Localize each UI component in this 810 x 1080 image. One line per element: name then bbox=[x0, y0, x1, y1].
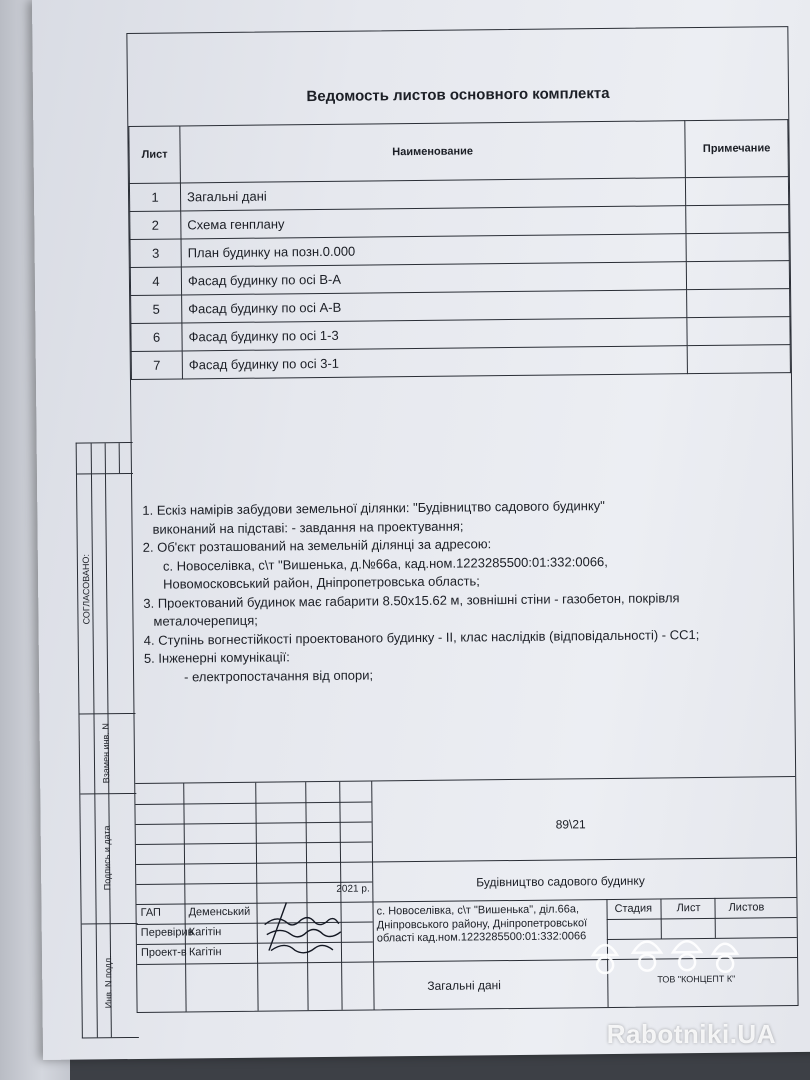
strip-divider bbox=[119, 443, 120, 473]
sign-date-label: Подпись и дата bbox=[101, 825, 113, 891]
agreed-label: СОГЛАСОВАНО: bbox=[80, 554, 92, 625]
row-num: 7 bbox=[131, 351, 182, 380]
document-page bbox=[32, 0, 810, 1060]
note-line: - електропостачання від опори; bbox=[184, 666, 374, 684]
row-name: Фасад будинку по осі 1-3 bbox=[182, 318, 687, 351]
signature-stroke bbox=[271, 945, 333, 953]
row-note bbox=[686, 205, 789, 234]
stamp-grid-line bbox=[136, 857, 796, 865]
stamp-grid-line bbox=[136, 841, 372, 844]
role-person: Кагітін bbox=[188, 946, 222, 959]
stamp-grid-line bbox=[136, 821, 372, 824]
row-note bbox=[687, 317, 790, 346]
stage-label: Стадия bbox=[614, 902, 653, 915]
row-note bbox=[687, 289, 790, 318]
watermark: Rabotniki.UA bbox=[606, 1019, 776, 1049]
row-name: Схема генплану bbox=[181, 206, 686, 239]
helmet-icon bbox=[713, 944, 737, 954]
table-row bbox=[131, 345, 790, 380]
header-note: Примечание bbox=[685, 120, 789, 178]
row-num: 5 bbox=[131, 295, 182, 324]
helmet-icon bbox=[593, 945, 617, 955]
row-num: 2 bbox=[130, 211, 181, 240]
sheet-title: Загальні дані bbox=[427, 978, 501, 993]
note-line: 3. Проектований будинок має габарити 8.50х15.62 м, зовнішні стіни - газобетон, покрівля bbox=[143, 589, 680, 611]
helmet-icon bbox=[673, 941, 701, 952]
header-sheet: Лист bbox=[129, 126, 181, 184]
stamp-grid-line bbox=[135, 801, 371, 804]
row-name: Фасад будинку по осі В-А bbox=[181, 262, 686, 295]
company-name: ТОВ "КОНЦЕПТ К" bbox=[657, 973, 736, 985]
left-approval-strip bbox=[76, 442, 139, 1039]
note-line: виконаний на підставі: - завдання на проектування; bbox=[152, 518, 464, 537]
general-notes bbox=[142, 495, 784, 687]
sheets-table bbox=[128, 119, 791, 380]
row-note bbox=[687, 345, 790, 374]
project-name: Будівництво садового будинку bbox=[476, 873, 645, 890]
table-header-row bbox=[129, 120, 789, 184]
note-line: с. Новоселівка, с\т "Вишенька, д.№66а, кад.ном.1223285500:01:332:0066, bbox=[162, 553, 608, 574]
year: 2021 р. bbox=[336, 883, 370, 895]
role-label: Перевірив bbox=[140, 926, 194, 939]
stamp-grid-line bbox=[607, 917, 797, 920]
header-name: Наименование bbox=[180, 121, 686, 183]
signature-stroke bbox=[268, 902, 287, 950]
drawing-frame bbox=[80, 26, 798, 1013]
document-title: Ведомость листов основного комплекта bbox=[306, 84, 610, 106]
signatures bbox=[256, 894, 347, 965]
stamp-grid-line bbox=[371, 781, 374, 1009]
address-line: області кад.ном.1223285500:01:332:0066 bbox=[376, 930, 587, 945]
role-person: Деменський bbox=[188, 905, 251, 919]
row-name: План будинку на позн.0.000 bbox=[181, 234, 686, 267]
role-person: Кагітін bbox=[188, 926, 222, 939]
inv-orig-label: Инв. N подл. bbox=[103, 955, 114, 1009]
replace-inv-label: Взамен инв. N bbox=[100, 723, 112, 784]
signature-stroke bbox=[267, 929, 341, 937]
note-line: Новомосковський район, Дніпропетровська область; bbox=[163, 573, 480, 592]
note-line: 5. Інженерні комунікації: bbox=[143, 649, 290, 666]
row-note bbox=[685, 177, 788, 206]
role-label: Проект-в bbox=[140, 946, 187, 959]
sheets-label: Листов bbox=[728, 901, 765, 914]
project-code: 89\21 bbox=[555, 817, 586, 832]
address-block bbox=[377, 903, 588, 946]
address-line: с. Новоселівка, с\т "Вишенька", діл.66а, bbox=[376, 903, 580, 918]
address-line: Дніпровського району, Дніпропетровської bbox=[376, 916, 588, 931]
note-line: 4. Ступінь вогнестійкості проектованого будинку - ІІ, клас наслідків (відповідальності) - СС1; bbox=[143, 626, 700, 648]
strip-divider bbox=[91, 443, 98, 1037]
stamp-grid-line bbox=[183, 783, 186, 1011]
note-line: металочерепиця; bbox=[153, 612, 258, 629]
row-num: 4 bbox=[130, 267, 181, 296]
note-line: 2. Об'єкт розташований на земельній ділянці за адресою: bbox=[142, 536, 492, 555]
row-num: 6 bbox=[131, 323, 182, 352]
row-num: 1 bbox=[129, 183, 180, 212]
row-name: Загальні дані bbox=[180, 178, 685, 211]
sheet-label: Лист bbox=[676, 902, 701, 915]
note-line: 1. Ескіз намірів забудови земельної ділянки: "Будівництво садового будинку" bbox=[142, 498, 605, 518]
row-name: Фасад будинку по осі 3-1 bbox=[182, 346, 687, 379]
role-label: ГАП bbox=[140, 906, 161, 919]
row-note bbox=[686, 261, 789, 290]
signature-stroke bbox=[265, 917, 339, 925]
helmet-icon bbox=[633, 941, 661, 952]
title-block bbox=[135, 776, 797, 1012]
row-num: 3 bbox=[130, 239, 181, 268]
row-name: Фасад будинку по осі А-В bbox=[182, 290, 687, 323]
row-note bbox=[686, 233, 789, 262]
